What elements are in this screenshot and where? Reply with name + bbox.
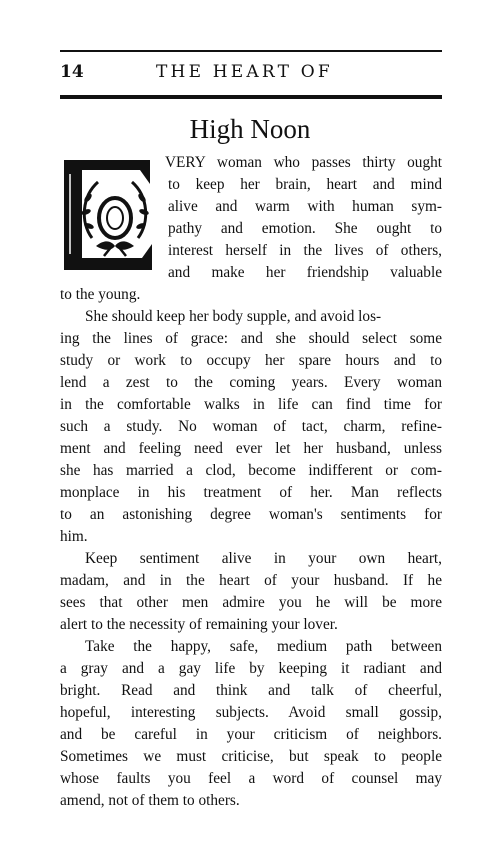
- text-line: pathy and emotion. She ought to: [168, 220, 442, 237]
- text-line: ing the lines of grace: and she should select some: [60, 330, 442, 347]
- text-line: Sometimes we must criticise, but speak to people: [60, 748, 442, 765]
- text-line: Keep sentiment alive in your own heart,: [85, 550, 442, 567]
- text-line: Take the happy, safe, medium path between: [85, 638, 442, 655]
- text-line: to keep her brain, heart and mind: [168, 176, 442, 193]
- text-line: him.: [60, 528, 88, 545]
- text-line: hopeful, interesting subjects. Avoid small gossip,: [60, 704, 442, 721]
- running-header: [60, 62, 442, 88]
- text-line: a gray and a gay life by keeping it radiant and: [60, 660, 442, 677]
- text-line: bright. Read and think and talk of cheerful,: [60, 682, 442, 699]
- ornamental-drop-cap: [62, 158, 158, 272]
- text-line: alive and warm with human sym-: [168, 198, 442, 215]
- text-line: interest herself in the lives of others,: [168, 242, 442, 259]
- text-line: to an astonishing degree woman's sentiments for: [60, 506, 442, 523]
- header-bottom-rule: [60, 95, 442, 99]
- text-line: and make her friendship valuable: [168, 264, 442, 281]
- header-top-rule: [60, 50, 442, 52]
- running-head-title: THE HEART OF: [156, 62, 333, 82]
- text-line: amend, not of them to others.: [60, 792, 240, 809]
- text-line: in the comfortable walks in life can find time for: [60, 396, 442, 413]
- page-number: 14: [60, 62, 84, 82]
- text-line: madam, and in the heart of your husband. If he: [60, 572, 442, 589]
- text-line: such a study. No woman of tact, charm, refine-: [60, 418, 442, 435]
- text-line: VERY woman who passes thirty ought: [165, 154, 442, 171]
- text-line: monplace in his treatment of her. Man reflects: [60, 484, 442, 501]
- text-line: She should keep her body supple, and avoid los-: [85, 308, 382, 325]
- text-line: alert to the necessity of remaining your lover.: [60, 616, 338, 633]
- chapter-title: High Noon: [189, 114, 311, 144]
- text-line: sees that other men admire you he will be more: [60, 594, 442, 611]
- text-line: lend a zest to the coming years. Every woman: [60, 374, 442, 391]
- text-line: ment and feeling need ever let her husband, unless: [60, 440, 442, 457]
- text-line: she has married a clod, become indifferent or com-: [60, 462, 442, 479]
- text-line: and be careful in your criticism of neighbors.: [60, 726, 442, 743]
- text-line: study or work to occupy her spare hours and to: [60, 352, 442, 369]
- text-line: whose faults you feel a word of counsel may: [60, 770, 442, 787]
- text-line: to the young.: [60, 286, 141, 303]
